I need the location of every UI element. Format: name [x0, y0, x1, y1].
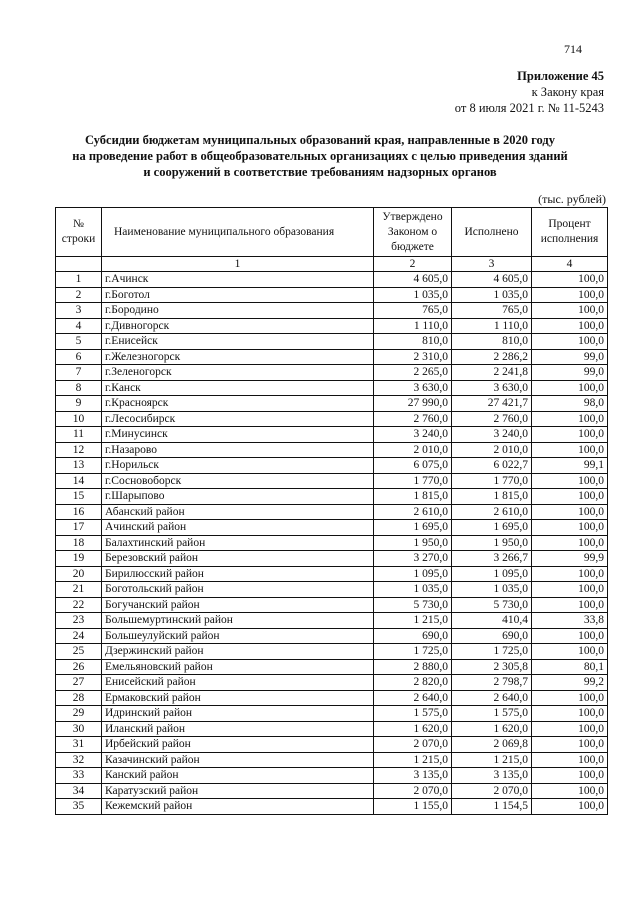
row-number: 25: [56, 644, 102, 660]
row-number: 8: [56, 380, 102, 396]
municipality-name: Березовский район: [102, 551, 374, 567]
execution-percent: 100,0: [532, 737, 608, 753]
executed-amount: 27 421,7: [452, 396, 532, 412]
execution-percent: 100,0: [532, 706, 608, 722]
approved-amount: 3 270,0: [374, 551, 452, 567]
appendix-title: Приложение 45: [517, 69, 604, 83]
appendix-block: [0, 68, 604, 116]
executed-amount: 2 305,8: [452, 659, 532, 675]
column-number-2: 2: [374, 257, 452, 272]
execution-percent: 100,0: [532, 520, 608, 536]
approved-amount: 1 620,0: [374, 721, 452, 737]
municipality-name: г.Шарыпово: [102, 489, 374, 505]
row-number: 26: [56, 659, 102, 675]
approved-amount: 2 820,0: [374, 675, 452, 691]
header-executed: Исполнено: [452, 208, 532, 257]
executed-amount: 1 725,0: [452, 644, 532, 660]
approved-amount: 1 215,0: [374, 613, 452, 629]
approved-amount: 6 075,0: [374, 458, 452, 474]
appendix-line3: от 8 июля 2021 г. № 11-5243: [454, 101, 604, 115]
approved-amount: 810,0: [374, 334, 452, 350]
executed-amount: 2 010,0: [452, 442, 532, 458]
row-number: 16: [56, 504, 102, 520]
row-number: 9: [56, 396, 102, 412]
approved-amount: 2 010,0: [374, 442, 452, 458]
approved-amount: 3 240,0: [374, 427, 452, 443]
table-row: [56, 272, 608, 288]
approved-amount: 2 310,0: [374, 349, 452, 365]
municipality-name: г.Дивногорск: [102, 318, 374, 334]
table-row: [56, 737, 608, 753]
executed-amount: 810,0: [452, 334, 532, 350]
execution-percent: 100,0: [532, 768, 608, 784]
executed-amount: 1 815,0: [452, 489, 532, 505]
approved-amount: 3 135,0: [374, 768, 452, 784]
column-number-row: [56, 257, 608, 272]
table-row: [56, 442, 608, 458]
column-number-3: 3: [452, 257, 532, 272]
row-number: 30: [56, 721, 102, 737]
execution-percent: 100,0: [532, 690, 608, 706]
table-row: [56, 582, 608, 598]
municipality-name: Кежемский район: [102, 799, 374, 815]
municipality-name: г.Енисейск: [102, 334, 374, 350]
row-number: 27: [56, 675, 102, 691]
row-number: 11: [56, 427, 102, 443]
approved-amount: 27 990,0: [374, 396, 452, 412]
municipality-name: г.Железногорск: [102, 349, 374, 365]
executed-amount: 690,0: [452, 628, 532, 644]
execution-percent: 100,0: [532, 489, 608, 505]
executed-amount: 1 575,0: [452, 706, 532, 722]
municipality-name: г.Ачинск: [102, 272, 374, 288]
approved-amount: 1 770,0: [374, 473, 452, 489]
document-title-line1: Субсидии бюджетам муниципальных образований края, направленные в 2020 году: [84, 133, 556, 147]
column-number-1: 1: [102, 257, 374, 272]
approved-amount: 2 070,0: [374, 737, 452, 753]
execution-percent: 100,0: [532, 597, 608, 613]
header-approved: Утверждено Законом о бюджете: [374, 208, 452, 257]
row-number: 20: [56, 566, 102, 582]
execution-percent: 100,0: [532, 644, 608, 660]
execution-percent: 100,0: [532, 427, 608, 443]
document-title-line3: и сооружений в соответствие требованиям надзорных органов: [143, 165, 497, 179]
table-row: [56, 396, 608, 412]
document-title-line2: на проведение работ в общеобразовательных организациях с целью приведения зданий: [72, 149, 568, 163]
row-number: 17: [56, 520, 102, 536]
execution-percent: 100,0: [532, 535, 608, 551]
table-row: [56, 783, 608, 799]
table-row: [56, 334, 608, 350]
execution-percent: 100,0: [532, 272, 608, 288]
approved-amount: 2 640,0: [374, 690, 452, 706]
execution-percent: 100,0: [532, 799, 608, 815]
execution-percent: 33,8: [532, 613, 608, 629]
municipality-name: г.Назарово: [102, 442, 374, 458]
executed-amount: 6 022,7: [452, 458, 532, 474]
executed-amount: 2 610,0: [452, 504, 532, 520]
executed-amount: 1 110,0: [452, 318, 532, 334]
row-number: 32: [56, 752, 102, 768]
executed-amount: 2 798,7: [452, 675, 532, 691]
row-number: 5: [56, 334, 102, 350]
header-municipality-name: Наименование муниципального образования: [102, 208, 374, 257]
execution-percent: 80,1: [532, 659, 608, 675]
municipality-name: г.Канск: [102, 380, 374, 396]
municipality-name: Енисейский район: [102, 675, 374, 691]
execution-percent: 100,0: [532, 303, 608, 319]
execution-percent: 100,0: [532, 582, 608, 598]
row-number: 2: [56, 287, 102, 303]
municipality-name: Каратузский район: [102, 783, 374, 799]
approved-amount: 3 630,0: [374, 380, 452, 396]
execution-percent: 100,0: [532, 334, 608, 350]
execution-percent: 99,0: [532, 349, 608, 365]
table-row: [56, 365, 608, 381]
row-number: 6: [56, 349, 102, 365]
municipality-name: Большеулуйский район: [102, 628, 374, 644]
executed-amount: 3 135,0: [452, 768, 532, 784]
table-row: [56, 427, 608, 443]
units-label: (тыс. рублей): [538, 192, 606, 206]
execution-percent: 100,0: [532, 783, 608, 799]
approved-amount: 2 265,0: [374, 365, 452, 381]
municipality-name: г.Боготол: [102, 287, 374, 303]
row-number: 7: [56, 365, 102, 381]
approved-amount: 1 035,0: [374, 287, 452, 303]
table-row: [56, 458, 608, 474]
municipality-name: г.Красноярск: [102, 396, 374, 412]
municipality-name: Иланский район: [102, 721, 374, 737]
execution-percent: 99,2: [532, 675, 608, 691]
table-row: [56, 659, 608, 675]
column-number-blank: [56, 257, 102, 272]
approved-amount: 1 035,0: [374, 582, 452, 598]
municipality-name: г.Зеленогорск: [102, 365, 374, 381]
municipality-name: Емельяновский район: [102, 659, 374, 675]
execution-percent: 100,0: [532, 566, 608, 582]
approved-amount: 4 605,0: [374, 272, 452, 288]
municipality-name: Ермаковский район: [102, 690, 374, 706]
execution-percent: 98,0: [532, 396, 608, 412]
row-number: 21: [56, 582, 102, 598]
municipality-name: г.Лесосибирск: [102, 411, 374, 427]
approved-amount: 1 950,0: [374, 535, 452, 551]
header-row-number: № строки: [56, 208, 102, 257]
executed-amount: 5 730,0: [452, 597, 532, 613]
table-row: [56, 551, 608, 567]
column-number-4: 4: [532, 257, 608, 272]
row-number: 18: [56, 535, 102, 551]
execution-percent: 100,0: [532, 411, 608, 427]
page-number: 714: [564, 42, 582, 56]
table-row: [56, 504, 608, 520]
municipality-name: Абанский район: [102, 504, 374, 520]
table-row: [56, 644, 608, 660]
row-number: 33: [56, 768, 102, 784]
table-row: [56, 380, 608, 396]
table-row: [56, 473, 608, 489]
municipality-name: Балахтинский район: [102, 535, 374, 551]
executed-amount: 2 241,8: [452, 365, 532, 381]
execution-percent: 99,1: [532, 458, 608, 474]
table-row: [56, 752, 608, 768]
municipality-name: г.Бородино: [102, 303, 374, 319]
table-row: [56, 721, 608, 737]
executed-amount: 1 035,0: [452, 287, 532, 303]
municipality-name: Канский район: [102, 768, 374, 784]
executed-amount: 1 215,0: [452, 752, 532, 768]
execution-percent: 100,0: [532, 442, 608, 458]
executed-amount: 3 630,0: [452, 380, 532, 396]
approved-amount: 1 095,0: [374, 566, 452, 582]
executed-amount: 1 770,0: [452, 473, 532, 489]
table-row: [56, 489, 608, 505]
row-number: 10: [56, 411, 102, 427]
executed-amount: 1 035,0: [452, 582, 532, 598]
approved-amount: 1 815,0: [374, 489, 452, 505]
table-row: [56, 411, 608, 427]
execution-percent: 100,0: [532, 473, 608, 489]
execution-percent: 100,0: [532, 380, 608, 396]
executed-amount: 2 070,0: [452, 783, 532, 799]
approved-amount: 2 760,0: [374, 411, 452, 427]
approved-amount: 5 730,0: [374, 597, 452, 613]
table-row: [56, 613, 608, 629]
executed-amount: 1 154,5: [452, 799, 532, 815]
municipality-name: Дзержинский район: [102, 644, 374, 660]
table-row: [56, 597, 608, 613]
table-row: [56, 287, 608, 303]
approved-amount: 2 880,0: [374, 659, 452, 675]
execution-percent: 99,9: [532, 551, 608, 567]
table-row: [56, 303, 608, 319]
subsidies-table: [55, 207, 608, 815]
municipality-name: Ирбейский район: [102, 737, 374, 753]
execution-percent: 100,0: [532, 628, 608, 644]
executed-amount: 2 069,8: [452, 737, 532, 753]
municipality-name: г.Норильск: [102, 458, 374, 474]
executed-amount: 1 950,0: [452, 535, 532, 551]
row-number: 15: [56, 489, 102, 505]
table-row: [56, 768, 608, 784]
executed-amount: 2 286,2: [452, 349, 532, 365]
approved-amount: 1 725,0: [374, 644, 452, 660]
executed-amount: 2 760,0: [452, 411, 532, 427]
municipality-name: г.Сосновоборск: [102, 473, 374, 489]
executed-amount: 3 240,0: [452, 427, 532, 443]
row-number: 28: [56, 690, 102, 706]
row-number: 14: [56, 473, 102, 489]
execution-percent: 100,0: [532, 287, 608, 303]
approved-amount: 1 155,0: [374, 799, 452, 815]
approved-amount: 1 110,0: [374, 318, 452, 334]
row-number: 4: [56, 318, 102, 334]
table-body: [56, 272, 608, 815]
approved-amount: 1 575,0: [374, 706, 452, 722]
table-row: [56, 520, 608, 536]
row-number: 13: [56, 458, 102, 474]
approved-amount: 765,0: [374, 303, 452, 319]
executed-amount: 3 266,7: [452, 551, 532, 567]
execution-percent: 100,0: [532, 318, 608, 334]
executed-amount: 2 640,0: [452, 690, 532, 706]
row-number: 29: [56, 706, 102, 722]
row-number: 3: [56, 303, 102, 319]
execution-percent: 99,0: [532, 365, 608, 381]
row-number: 24: [56, 628, 102, 644]
row-number: 19: [56, 551, 102, 567]
executed-amount: 1 620,0: [452, 721, 532, 737]
row-number: 34: [56, 783, 102, 799]
row-number: 31: [56, 737, 102, 753]
table-row: [56, 799, 608, 815]
table-row: [56, 628, 608, 644]
table-row: [56, 566, 608, 582]
row-number: 23: [56, 613, 102, 629]
municipality-name: Казачинский район: [102, 752, 374, 768]
executed-amount: 765,0: [452, 303, 532, 319]
execution-percent: 100,0: [532, 721, 608, 737]
row-number: 1: [56, 272, 102, 288]
approved-amount: 1 215,0: [374, 752, 452, 768]
municipality-name: Бирилюсский район: [102, 566, 374, 582]
municipality-name: Большемуртинский район: [102, 613, 374, 629]
execution-percent: 100,0: [532, 504, 608, 520]
approved-amount: 2 610,0: [374, 504, 452, 520]
row-number: 22: [56, 597, 102, 613]
municipality-name: Богучанский район: [102, 597, 374, 613]
execution-percent: 100,0: [532, 752, 608, 768]
table-row: [56, 706, 608, 722]
municipality-name: Боготольский район: [102, 582, 374, 598]
table-row: [56, 690, 608, 706]
executed-amount: 4 605,0: [452, 272, 532, 288]
table-header-row: [56, 208, 608, 257]
row-number: 35: [56, 799, 102, 815]
approved-amount: 1 695,0: [374, 520, 452, 536]
municipality-name: Идринский район: [102, 706, 374, 722]
table-row: [56, 318, 608, 334]
appendix-line2: к Закону края: [531, 85, 604, 99]
municipality-name: Ачинский район: [102, 520, 374, 536]
executed-amount: 410,4: [452, 613, 532, 629]
header-percent: Процент исполнения: [532, 208, 608, 257]
approved-amount: 2 070,0: [374, 783, 452, 799]
document-title: [40, 132, 600, 180]
table-row: [56, 535, 608, 551]
executed-amount: 1 095,0: [452, 566, 532, 582]
executed-amount: 1 695,0: [452, 520, 532, 536]
table-row: [56, 675, 608, 691]
row-number: 12: [56, 442, 102, 458]
table-row: [56, 349, 608, 365]
municipality-name: г.Минусинск: [102, 427, 374, 443]
approved-amount: 690,0: [374, 628, 452, 644]
